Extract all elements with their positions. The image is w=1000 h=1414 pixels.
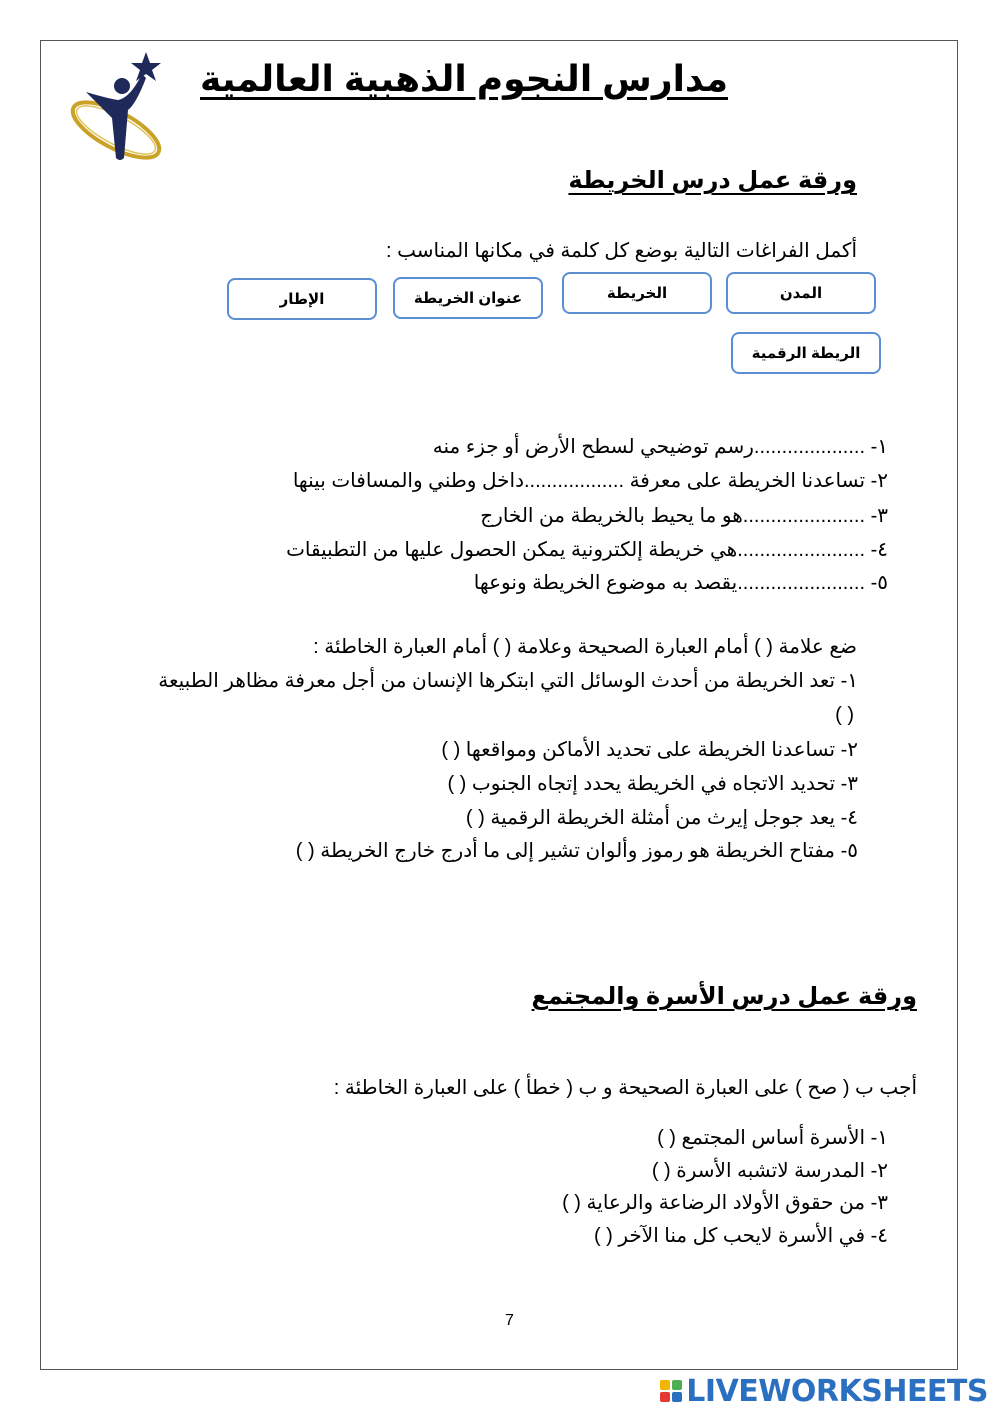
tf-item-4: ٤- يعد جوجل إيرث من أمثلة الخريطة الرقمية ( ) xyxy=(465,807,858,829)
word-bank-frame[interactable]: الإطار xyxy=(227,278,377,320)
tf-item-2: ٢- تساعدنا الخريطة على تحديد الأماكن ومواقعها ( ) xyxy=(441,739,858,761)
school-name: مدارس النجوم الذهبية العالمية xyxy=(200,58,728,99)
fill-item-1: ١- ....................رسم توضيحي لسطح الأرض أو جزء منه xyxy=(432,436,888,458)
fill-item-5: ٥- .......................يقصد به موضوع الخريطة ونوعها xyxy=(473,572,888,594)
fill-item-4: ٤- .......................هي خريطة إلكترونية يمكن الحصول عليها من التطبيقات xyxy=(286,539,888,561)
page-number: 7 xyxy=(505,1312,514,1329)
true-false-instruction: ضع علامة ( ) أمام العبارة الصحيحة وعلامة ( ) أمام العبارة الخاطئة : xyxy=(313,636,857,658)
fill-item-2: ٢- تساعدنا الخريطة على معرفة ..................داخل وطني والمسافات بينها xyxy=(292,470,888,492)
liveworksheets-mark-icon xyxy=(660,1380,682,1402)
liveworksheets-logo[interactable] xyxy=(660,1374,988,1408)
tf-item-1: ١- تعد الخريطة من أحدث الوسائل التي ابتكرها الإنسان من أجل معرفة مظاهر الطبيعة xyxy=(158,670,858,692)
word-bank-map-title[interactable]: عنوان الخريطة xyxy=(393,277,543,319)
family-item-2: ٢- المدرسة لاتشبه الأسرة ( ) xyxy=(651,1160,888,1182)
family-item-4: ٤- في الأسرة لايحب كل منا الآخر ( ) xyxy=(593,1225,888,1247)
star-person-logo-icon xyxy=(66,48,170,174)
fill-item-3: ٣- ......................هو ما يحيط بالخريطة من الخارج xyxy=(480,505,888,527)
family-instruction: أجب ب ( صح ) على العبارة الصحيحة و ب ( خطأ ) على العبارة الخاطئة : xyxy=(333,1077,917,1099)
map-worksheet-title: ورقة عمل درس الخريطة xyxy=(568,167,857,194)
word-bank-cities[interactable]: المدن xyxy=(726,272,876,314)
tf-item-3: ٣- تحديد الاتجاه في الخريطة يحدد إتجاه الجنوب ( ) xyxy=(447,773,858,795)
word-bank-digital-map[interactable]: الريطة الرقمية xyxy=(731,332,881,374)
family-item-1: ١- الأسرة أساس المجتمع ( ) xyxy=(657,1127,888,1149)
family-worksheet-title: ورقة عمل درس الأسرة والمجتمع xyxy=(531,983,917,1010)
word-bank-map[interactable]: الخريطة xyxy=(562,272,712,314)
family-item-3: ٣- من حقوق الأولاد الرضاعة والرعاية ( ) xyxy=(562,1192,888,1214)
tf-item-1-answer[interactable]: ( ) xyxy=(835,704,854,726)
liveworksheets-brand-text: LIVEWORKSHEETS xyxy=(686,1373,988,1409)
tf-item-5: ٥- مفتاح الخريطة هو رموز وألوان تشير إلى ما أدرج خارج الخريطة ( ) xyxy=(295,840,858,862)
fill-instruction: أكمل الفراغات التالية بوضع كل كلمة في مكانها المناسب : xyxy=(385,240,857,262)
